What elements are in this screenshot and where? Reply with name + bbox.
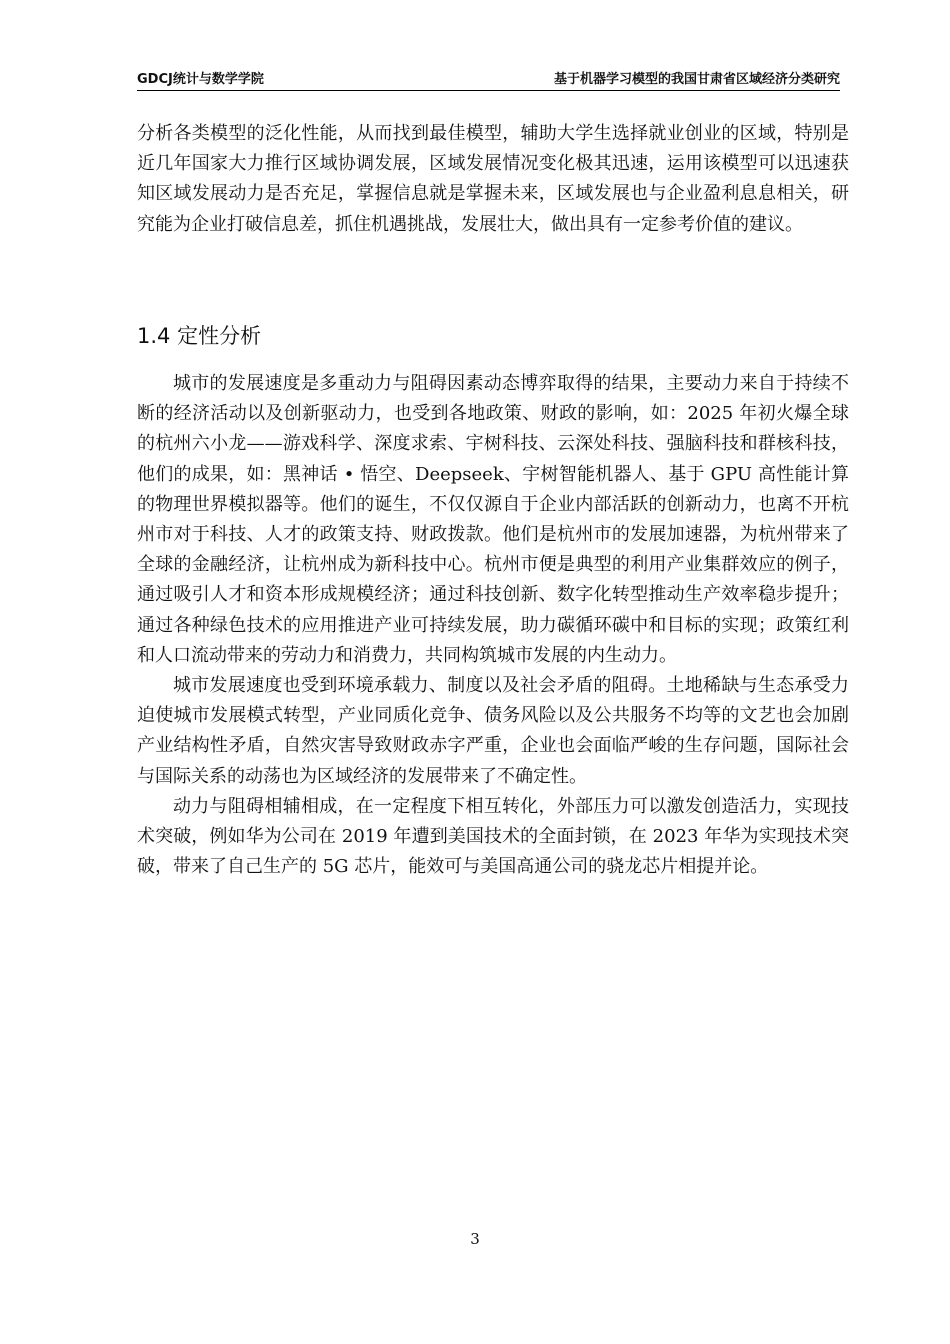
paragraph-3: 动力与阻碍相辅相成，在一定程度下相互转化，外部压力可以激发创造活力，实现技术突破，例如华为公司在 2019 年遭到美国技术的全面封锁，在 2023 年华为实现技术突破，带来了自己生产的 5G 芯片，能效可与美国高通公司的骁龙芯片相提并论。 (137, 795, 849, 878)
section-heading: 1.4 定性分析 (137, 324, 262, 348)
page-number: 3 (470, 1230, 480, 1248)
section-content (137, 369, 849, 882)
header-right-title: 基于机器学习模型的我国甘肃省区域经济分类研究 (553, 72, 840, 87)
page-header (137, 62, 840, 91)
header-left-title: GDCJ统计与数学学院 (137, 72, 264, 87)
paragraph-2: 城市发展速度也受到环境承载力、制度以及社会矛盾的阻碍。土地稀缺与生态承受力迫使城市发展模式转型，产业同质化竞争、债务风险以及公共服务不均等的文艺也会加剧产业结构性矛盾，自然灾害导致财政赤字严重，企业也会面临严峻的生存问题，国际社会与国际关系的动荡也为区域经济的发展带来了不确定性。 (137, 675, 849, 787)
paragraph-1: 城市的发展速度是多重动力与阻碍因素动态博弈取得的结果，主要动力来自于持续不断的经济活动以及创新驱动力，也受到各地政策、财政的影响，如：2025 年初火爆全球的杭州六小龙——游戏科学、深度求索、宇树科技、云深处科技、强脑科技和群核科技，他们的成果，如：黑神话 • 悟空、Deepseek、宇树智能机器人、基于 GPU 高性能计算的物理世界模拟器等。他们的诞生，不仅仅源自于企业内部活跃的创新动力，也离不开杭州市对于科技、人才的政策支持、财政拨款。他们是杭州市的发展加速器，为杭州带来了全球的金融经济，让杭州成为新科技中心。杭州市便是典型的利用产业集群效应的例子，通过吸引人才和资本形成规模经济；通过科技创新、数字化转型推动生产效率稳步提升；通过各种绿色技术的应用推进产业可持续发展，助力碳循环碳中和目标的实现；政策红利和人口流动带来的劳动力和消费力，共同构筑城市发展的内生动力。 (137, 373, 849, 666)
continuation-paragraph: 分析各类模型的泛化性能，从而找到最佳模型，辅助大学生选择就业创业的区域，特别是近几年国家大力推行区域协调发展，区域发展情况变化极其迅速，运用该模型可以迅速获知区域发展动力是否充足，掌握信息就是掌握未来，区域发展也与企业盈利息息相关，研究能为企业打破信息差，抓住机遇挑战，发展壮大，做出具有一定参考价值的建议。 (137, 123, 849, 235)
